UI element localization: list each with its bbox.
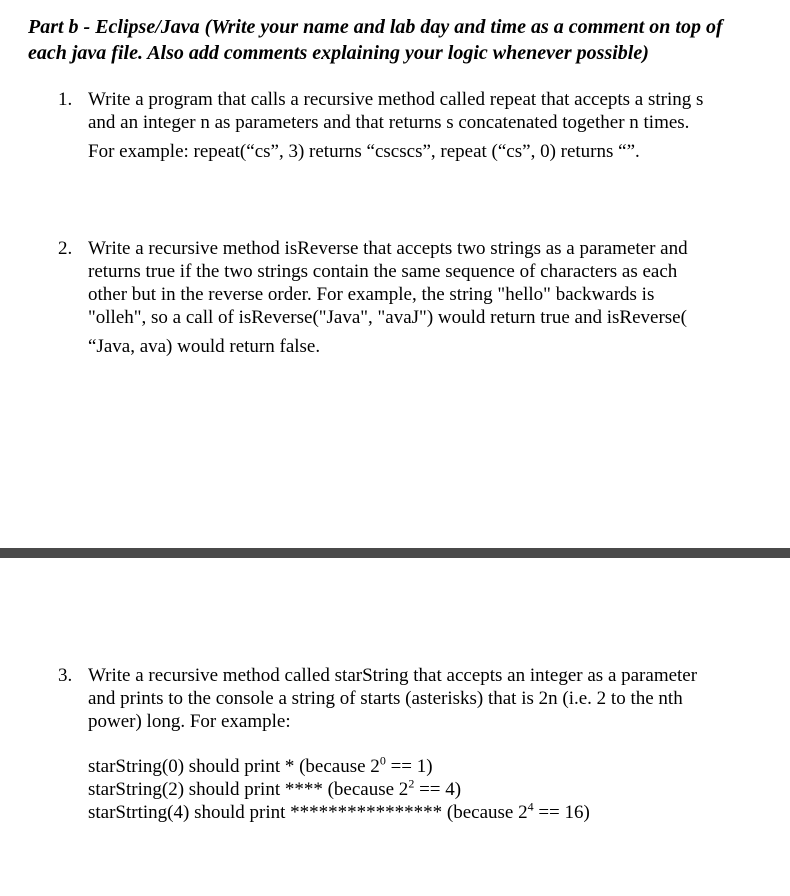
- question-1: [58, 88, 758, 163]
- question-2: [58, 237, 758, 358]
- example-line: starString(2) should print **** (because $2^2 == 4$): [88, 776, 462, 800]
- question-3-line-2: and prints to the console a string of starts (asterisks) that is 2n (i.e. 2 to the nth: [88, 688, 683, 709]
- example-line: starString(0) should print * (because $2^0 == 1$): [88, 753, 433, 777]
- question-1-line-2: and an integer n as parameters and that returns s concatenated together n times.: [88, 112, 690, 133]
- question-2-number: 2.: [58, 238, 73, 259]
- question-2-line-3: other but in the reverse order. For example, the string "hello" backwards is: [88, 284, 655, 305]
- question-2-line-4: "olleh", so a call of isReverse("Java", "avaJ") would return true and isReverse(: [88, 307, 687, 328]
- part-b-heading: [28, 14, 768, 66]
- question-3-line-3: power) long. For example:: [88, 711, 291, 732]
- question-2-line-2: returns true if the two strings contain the same sequence of characters as each: [88, 261, 678, 282]
- question-2-line-5: “Java, ava) would return false.: [88, 336, 321, 357]
- question-1-line-1: Write a program that calls a recursive method called repeat that accepts a string s: [88, 89, 704, 110]
- heading-line-1: Part b - Eclipse/Java (Write your name and lab day and time as a comment on top of: [28, 16, 723, 38]
- section-divider: [0, 548, 790, 558]
- question-1-line-3: For example: repeat(“cs”, 3) returns “cscscs”, repeat (“cs”, 0) returns “”.: [88, 141, 640, 162]
- example-line: starStrting(4) should print **************** (because $2^4 == 16$): [88, 799, 590, 823]
- question-3: [58, 664, 758, 824]
- question-3-line-1: Write a recursive method called starString that accepts an integer as a parameter: [88, 665, 698, 686]
- heading-line-2: each java file. Also add comments explaining your logic whenever possible): [28, 42, 649, 64]
- question-2-line-1: Write a recursive method isReverse that accepts two strings as a parameter and: [88, 238, 688, 259]
- question-3-number: 3.: [58, 665, 73, 686]
- question-1-number: 1.: [58, 89, 73, 110]
